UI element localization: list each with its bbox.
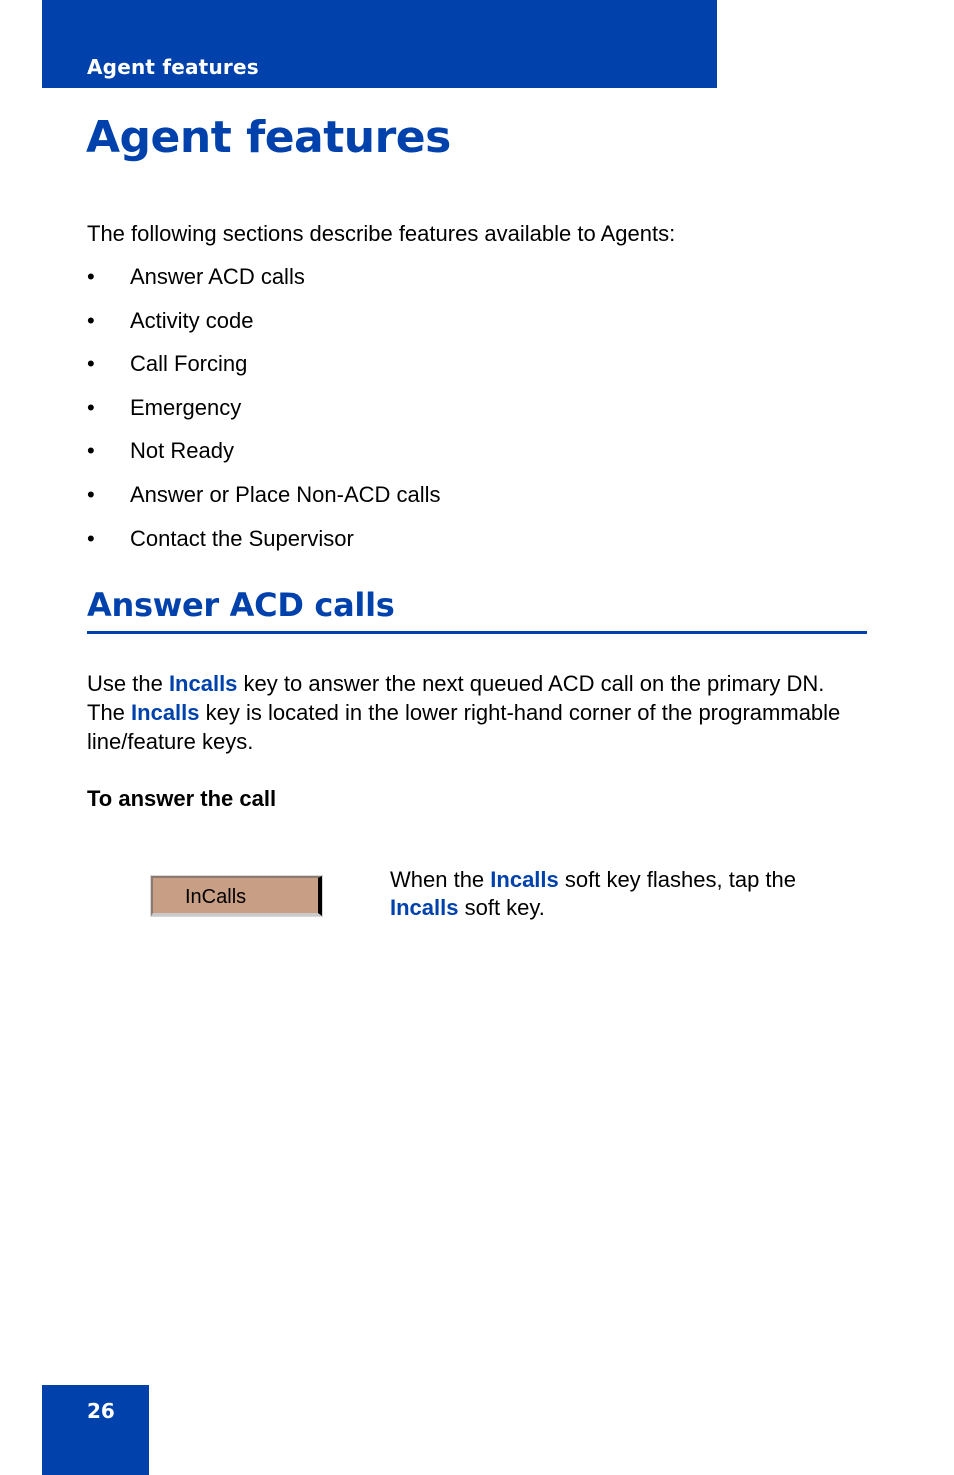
procedure-heading: To answer the call — [87, 786, 277, 811]
feature-list — [87, 264, 441, 569]
section-heading: Answer ACD calls — [87, 586, 395, 624]
list-item — [87, 351, 441, 395]
body-text: key to answer the next queued ACD call on the primary DN. The — [87, 671, 825, 725]
bullet-icon: • — [87, 394, 95, 420]
header-band — [42, 0, 717, 88]
list-item — [87, 395, 441, 439]
bullet-icon: • — [87, 481, 95, 507]
list-item — [87, 482, 441, 526]
list-item-label: Call Forcing — [130, 351, 248, 377]
list-item — [87, 526, 441, 570]
list-item-label: Not Ready — [130, 438, 234, 464]
incalls-keyword: Incalls — [131, 700, 200, 725]
incalls-softkey-button[interactable]: InCalls — [151, 876, 322, 916]
bullet-icon: • — [87, 351, 95, 377]
list-item-label: Activity code — [130, 307, 254, 333]
incalls-keyword: Incalls — [490, 867, 559, 892]
step-instruction — [390, 866, 860, 922]
list-item-label: Answer or Place Non-ACD calls — [130, 481, 441, 507]
body-paragraph — [87, 669, 867, 756]
footer-band — [42, 1385, 149, 1475]
incalls-keyword: Incalls — [168, 671, 238, 696]
list-item-label: Emergency — [130, 394, 242, 420]
bullet-icon: • — [87, 307, 95, 333]
list-item — [87, 438, 441, 482]
step-text: soft key flashes, tap the — [558, 867, 797, 892]
list-item-label: Answer ACD calls — [130, 264, 305, 289]
step-text: soft key. — [458, 895, 545, 920]
page-number: 26 — [87, 1399, 115, 1423]
bullet-icon: • — [87, 438, 95, 464]
list-item — [87, 264, 441, 308]
intro-text: The following sections describe features available to Agents: — [87, 221, 676, 246]
page-title: Agent features — [86, 112, 451, 163]
incalls-keyword: Incalls — [390, 895, 459, 920]
step-text: When the — [390, 867, 491, 892]
body-text: Use the — [87, 671, 169, 696]
body-text: key is located in the lower right-hand corner of the programmable line/feature keys. — [87, 700, 841, 754]
list-item — [87, 308, 441, 352]
bullet-icon: • — [87, 525, 95, 551]
section-divider — [87, 631, 867, 634]
bullet-icon: • — [87, 264, 95, 289]
list-item-label: Contact the Supervisor — [130, 525, 354, 551]
running-header: Agent features — [87, 55, 259, 79]
